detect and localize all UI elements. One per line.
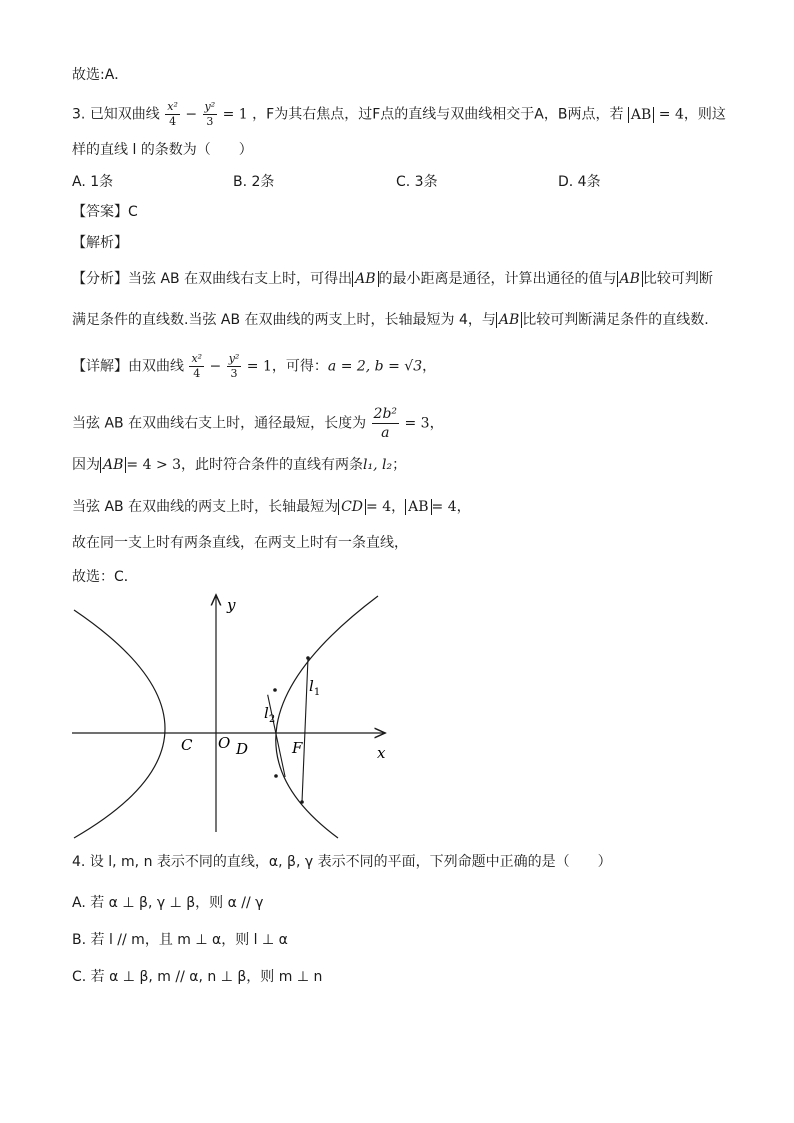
abs-ab: AB bbox=[496, 312, 522, 328]
detail-line-6: 故选：C． bbox=[72, 569, 138, 585]
question-3-line-2: 样的直线 l 的条数为（ ） bbox=[72, 142, 253, 158]
option-b: B. 2条 bbox=[233, 174, 275, 190]
chord-l2 bbox=[268, 695, 285, 777]
abs-ab: AB bbox=[617, 271, 643, 287]
detail-line-1: 【详解】由双曲线 $\frac{\text{x²}}{4}$ − $\frac{\text{y²}}{3}$ = 1，可得：a = 2, b = √3， bbox=[72, 352, 437, 380]
question-text: 已知双曲线 bbox=[89, 106, 160, 123]
fenxi-label: 【分析】 bbox=[72, 271, 128, 287]
detail-line-3: 因为 AB = 4 > 3，此时符合条件的直线有两条l₁, l₂； bbox=[72, 457, 407, 473]
hyperbola-left-branch bbox=[74, 610, 165, 838]
abs-ab: AB bbox=[100, 457, 126, 473]
q4-option-a: A. 若 α ⊥ β, γ ⊥ β，则 α // γ bbox=[72, 895, 264, 911]
label-l1: $l_1$ bbox=[309, 677, 321, 698]
label-y: y bbox=[227, 596, 236, 614]
chord-l1 bbox=[302, 658, 308, 802]
question-number: 3. bbox=[72, 106, 86, 123]
question-4: 4. 设 l, m, n 表示不同的直线，α, β, γ 表示不同的平面，下列命题中正确的是（ ） bbox=[72, 854, 612, 870]
fraction-2b2-over-a: $\frac{\text{2b²}}{a}$ bbox=[373, 406, 398, 441]
analysis-label: 【解析】 bbox=[72, 235, 128, 251]
abs-cd: CD bbox=[338, 499, 366, 515]
detail-line-5: 故在同一支上时有两条直线，在两支上时有一条直线， bbox=[72, 535, 408, 551]
label-O: O bbox=[218, 734, 231, 752]
fenxi-line-2: 满足条件的直线数.当弦 AB 在双曲线的两支上时，长轴最短为 4，与 AB 比较可判断满足条件的直线数. bbox=[72, 312, 709, 328]
detail-line-4: 当弦 AB 在双曲线的两支上时，长轴最短为 CD = 4， AB = 4， bbox=[72, 499, 471, 515]
answer-line bbox=[72, 202, 138, 222]
question-3-line-1: 3. 已知双曲线 $\frac{\text{x²}}{4}$ − $\frac{\text{y²}}{3}$ = 1 ，F为其右焦点，过F点的直线与双曲线相交于A，B两点，若 AB = 4，则这 bbox=[72, 100, 726, 128]
question-text-end: = 4，则这 bbox=[658, 106, 726, 123]
detail-label: 【详解】 bbox=[72, 358, 128, 375]
option-c: C. 3条 bbox=[396, 174, 438, 190]
label-l2: $l_2$ bbox=[264, 704, 276, 725]
fraction-y2-over-3: $\frac{\text{y²}}{3}$ bbox=[204, 100, 216, 128]
question-text-cont: ，F为其右焦点，过F点的直线与双曲线相交于A，B两点，若 bbox=[252, 106, 624, 123]
option-d: D. 4条 bbox=[558, 174, 601, 190]
hyperbola-figure bbox=[66, 590, 396, 842]
detail-line-2: 当弦 AB 在双曲线右支上时，通径最短，长度为 $\frac{\text{2b²}}{a}$ = 3， bbox=[72, 406, 444, 441]
q4-option-b: B. 若 l // m，且 m ⊥ α，则 l ⊥ α bbox=[72, 932, 288, 948]
label-C: C bbox=[181, 736, 193, 754]
abs-ab: AB bbox=[628, 107, 654, 123]
label-D: D bbox=[236, 740, 249, 758]
previous-answer: 故选:A． bbox=[72, 67, 129, 83]
answer-value: C bbox=[128, 204, 138, 220]
option-a: A. 1条 bbox=[72, 174, 114, 190]
abs-ab: AB bbox=[405, 499, 431, 515]
label-x: x bbox=[377, 744, 386, 762]
hyperbola-right-branch bbox=[276, 596, 378, 838]
fraction-x2-over-4: $\frac{\text{x²}}{4}$ bbox=[167, 100, 178, 128]
answer-label: 【答案】 bbox=[72, 204, 128, 220]
fenxi-line-1: 【分析】当弦 AB 在双曲线右支上时，可得出 AB 的最小距离是通径，计算出通径的值与 AB 比较可判断 bbox=[72, 271, 713, 287]
abs-ab: AB bbox=[352, 271, 378, 287]
q4-option-c: C. 若 α ⊥ β, m // α, n ⊥ β，则 m ⊥ n bbox=[72, 969, 323, 985]
label-F: F bbox=[292, 739, 303, 757]
